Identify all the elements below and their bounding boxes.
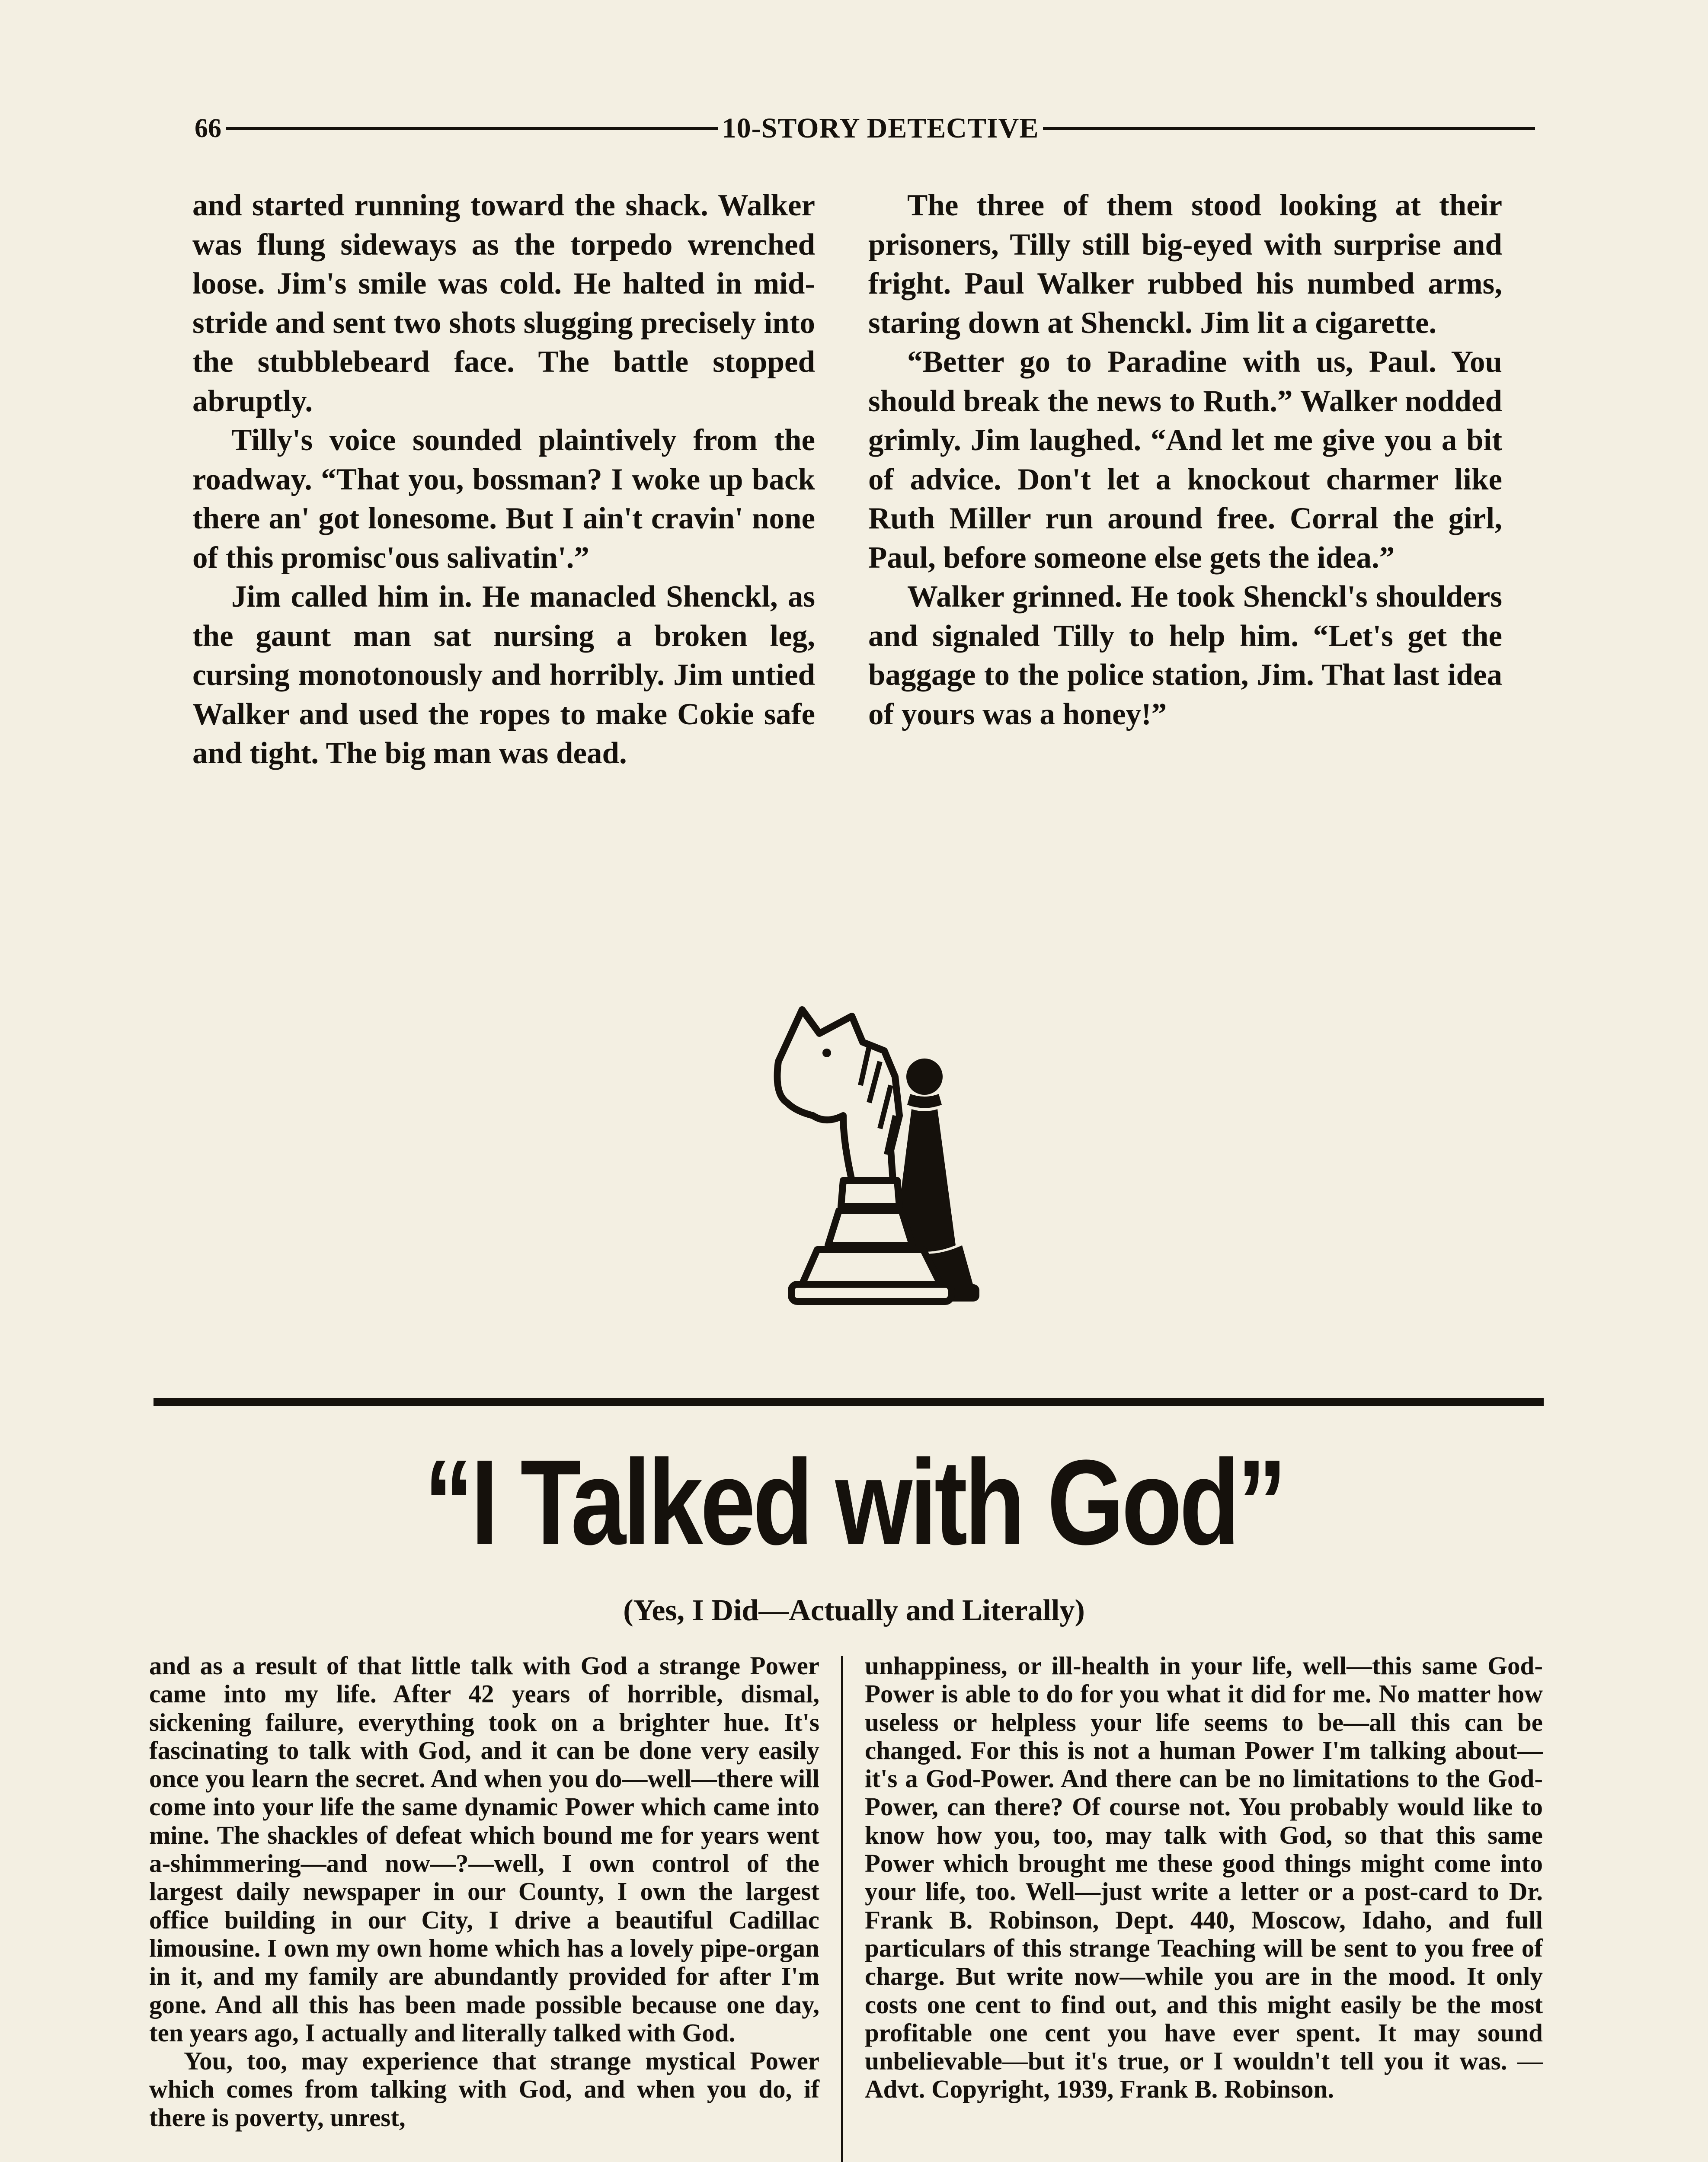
divider-rule-top bbox=[154, 1398, 1544, 1406]
story-paragraph: Tilly's voice sounded plaintively from the roadway. “That you, bossman? I woke up back there an' got lonesome. But I ain't cravin' none of this promisc'ous salivatin'.” bbox=[192, 423, 815, 575]
chess-knight-and-pawn-icon bbox=[713, 986, 1016, 1314]
ad-paragraph: and as a result of that little talk with God a strange Power came into my life. After 42 years of horrible, dismal, sickening failure, everything took on a brighter hue. It's fascinating to talk with God, and it can be done very easily once you learn the secret. And when you do—well—there will come into your life the same dynamic Power which came into mine. The shackles of defeat which bound me for years went a-shimmering—and now—?—well, I own control of the largest daily newspaper in our County, I own the largest office building in our City, I drive a beautiful Cadillac limousine. I own my own home which has a lovely pipe-organ in it, and my family are abundantly provided for after I'm gone. And all this has been made possible because one day, ten years ago, I actually and literally talked with God. bbox=[149, 1651, 819, 2047]
magazine-title: 10-STORY DETECTIVE bbox=[722, 112, 1039, 144]
page-number: 66 bbox=[195, 113, 221, 143]
ad-column-right bbox=[865, 1652, 1543, 2104]
story-column-left bbox=[192, 186, 815, 773]
ad-headline: “I Talked with God” bbox=[424, 1435, 1284, 1570]
header-rule-right bbox=[1043, 127, 1535, 130]
ad-subheadline: (Yes, I Did—Actually and Literally) bbox=[623, 1594, 1085, 1627]
running-header bbox=[195, 109, 1539, 148]
ad-paragraph: unhappiness, or ill-health in your life, well—this same God-Power is able to do for you what it did for me. No matter how useless or helpless your life seems to be—all this can be changed. For this is not a human Power I'm talking about—it's a God-Power. And there can be no limitations to the God-Power, can there? Of course not. You probably would like to know how you, too, may talk with God, so that this same Power which brought me these good things might come into your life, too. Well—just write a letter or a post-card to Dr. Frank B. Robinson, Dept. 440, Moscow, Idaho, and full particulars of this strange Teaching will be sent to you free of charge. But write now—while you are in the mood. It only costs one cent to find out, and this might easily be the most profitable one cent you have ever spent. It may sound unbelievable—but it's true, or I wouldn't tell you it was. — Advt. Copyright, 1939, Frank B. Robinson. bbox=[865, 1651, 1543, 2104]
story-column-right bbox=[868, 186, 1502, 734]
story-paragraph: “Better go to Paradine with us, Paul. You should break the news to Ruth.” Walker nodded grimly. Jim laughed. “And let me give you a bit of advice. Don't let a knockout charmer like Ruth Miller run around free. Corral the girl, Paul, before someone else gets the idea.” bbox=[868, 345, 1502, 575]
story-paragraph: Walker grinned. He took Shenckl's shoulders and signaled Tilly to help him. “Let's get the baggage to the police station, Jim. That last idea of yours was a honey!” bbox=[868, 580, 1502, 731]
story-paragraph: The three of them stood looking at their prisoners, Tilly still big-eyed with surprise and fright. Paul Walker rubbed his numbed arms, staring down at Shenckl. Jim lit a cigarette. bbox=[868, 189, 1502, 340]
ad-column-left bbox=[149, 1652, 819, 2132]
story-paragraph: Jim called him in. He manacled Shenckl, as the gaunt man sat nursing a broken leg, cursing monotonously and horribly. Jim untied Walker and used the ropes to make Cokie safe and tight. The big man was dead. bbox=[192, 580, 815, 770]
column-divider bbox=[841, 1656, 843, 2162]
story-paragraph: and started running toward the shack. Walker was flung sideways as the torpedo wrenched loose. Jim's smile was cold. He halted in mid-stride and sent two shots slugging precisely into the stubblebeard face. The battle stopped abruptly. bbox=[192, 189, 815, 418]
ad-paragraph: You, too, may experience that strange mystical Power which comes from talking with God, and when you do, if there is poverty, unrest, bbox=[149, 2047, 819, 2132]
header-rule-left bbox=[226, 127, 718, 130]
